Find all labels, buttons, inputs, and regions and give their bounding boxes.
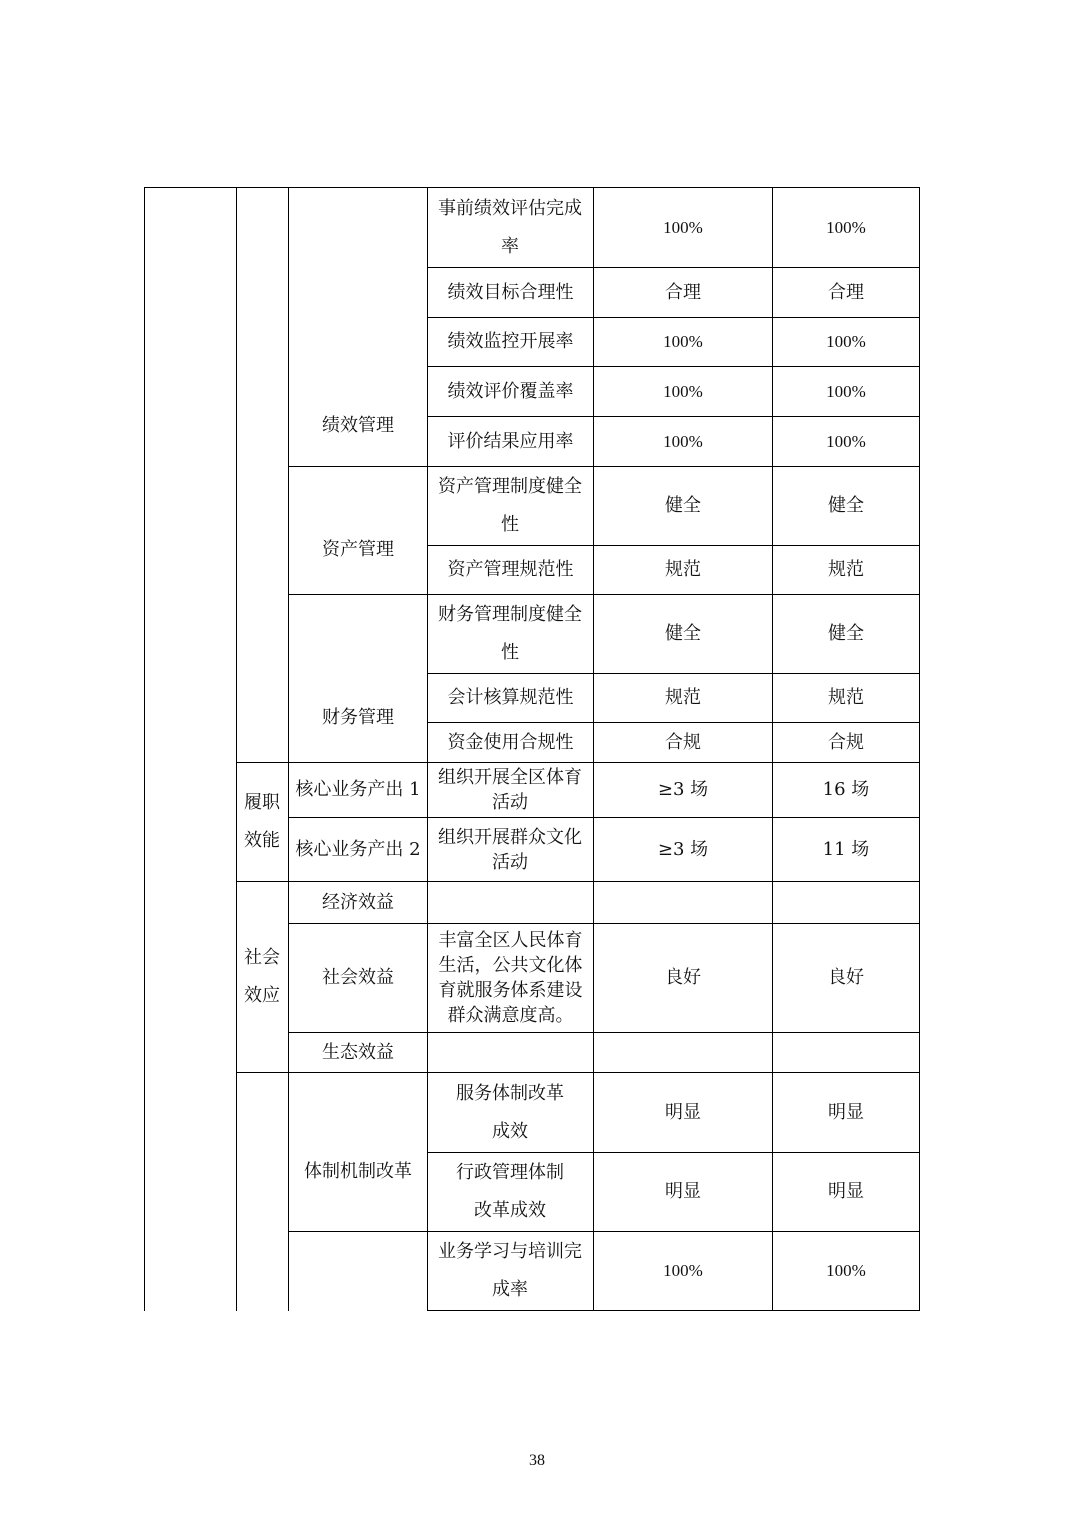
category-cell: 财务管理: [322, 707, 394, 728]
target-value: 规范: [665, 559, 701, 580]
table-border-left: [144, 187, 145, 1311]
column-divider: [288, 187, 289, 1311]
target-value: 良好: [665, 967, 701, 988]
actual-value: 100%: [826, 381, 866, 401]
target-value: 100%: [663, 381, 703, 401]
actual-value: 健全: [828, 623, 864, 644]
actual-value: 明显: [828, 1101, 864, 1123]
target-value: 100%: [663, 1261, 703, 1280]
actual-value: 16 场: [822, 779, 870, 800]
table-border-bottom: [427, 1310, 920, 1311]
category-cell: 生态效益: [322, 1041, 394, 1063]
target-value: ≥3 场: [657, 779, 709, 800]
indicator-cell: 资产管理制度健全性: [438, 476, 582, 535]
actual-value: 11 场: [822, 838, 870, 860]
indicator-cell: 绩效目标合理性: [447, 281, 574, 303]
target-value: 规范: [665, 687, 701, 708]
column-divider: [236, 187, 237, 1311]
actual-value: 合理: [828, 281, 864, 303]
category-cell: 资产管理: [322, 539, 394, 560]
indicator-cell: 评价结果应用率: [447, 430, 574, 452]
actual-value: 100%: [826, 332, 866, 351]
actual-value: 100%: [826, 1261, 866, 1280]
indicator-cell: 财务管理制度健全性: [438, 604, 582, 663]
actual-value: 规范: [828, 687, 864, 708]
category-cell: 核心业务产出 1: [295, 779, 421, 800]
group-cell: 履职效能: [244, 792, 280, 851]
actual-value: 良好: [828, 967, 864, 988]
target-value: 100%: [663, 332, 703, 351]
target-value: 合规: [665, 731, 701, 753]
target-value: [594, 1033, 772, 1072]
target-value: 合理: [665, 281, 701, 303]
indicator-cell: 业务学习与培训完成率: [438, 1241, 582, 1300]
indicator-cell: 资产管理规范性: [447, 559, 574, 580]
actual-value: 合规: [828, 731, 864, 753]
actual-value: [773, 882, 919, 923]
indicator-cell: [428, 1033, 593, 1072]
target-value: ≥3 场: [657, 838, 709, 860]
category-cell: 绩效管理: [322, 415, 394, 436]
actual-value: 明显: [828, 1181, 864, 1202]
indicator-cell: 组织开展群众文化活动: [438, 826, 582, 873]
actual-value: 健全: [828, 495, 864, 516]
indicator-cell: 会计核算规范性: [447, 687, 574, 708]
page-number: 38: [529, 1452, 545, 1469]
indicator-cell: 绩效评价覆盖率: [447, 380, 574, 402]
category-cell: 体制机制改革: [304, 1161, 412, 1182]
group-cell: 社会效应: [244, 947, 280, 1006]
target-value: 100%: [663, 431, 703, 451]
table-border-right: [919, 187, 920, 1311]
indicator-cell: 绩效监控开展率: [447, 331, 574, 352]
actual-value: [773, 1033, 919, 1072]
indicator-cell: [428, 882, 593, 923]
actual-value: 100%: [826, 217, 866, 237]
actual-value: 规范: [828, 559, 864, 580]
target-value: [594, 882, 772, 923]
target-value: 明显: [665, 1181, 701, 1202]
target-value: 100%: [663, 217, 703, 237]
indicator-cell: 行政管理体制改革成效: [456, 1162, 564, 1221]
indicator-cell: 丰富全区人民体育生活，公共文化体育就服务体系建设群众满意度高。: [438, 930, 583, 1026]
target-value: 明显: [665, 1101, 701, 1123]
target-value: 健全: [665, 495, 701, 516]
actual-value: 100%: [826, 431, 866, 451]
category-cell: 核心业务产出 2: [295, 838, 421, 860]
target-value: 健全: [665, 623, 701, 644]
indicator-cell: 资金使用合规性: [447, 731, 574, 753]
category-cell: 经济效益: [322, 891, 394, 913]
indicator-cell: 组织开展全区体育活动: [438, 767, 582, 813]
category-cell: 社会效益: [322, 967, 394, 988]
indicator-cell: 事前绩效评估完成率: [438, 197, 582, 257]
indicator-cell: 服务体制改革成效: [456, 1082, 564, 1142]
